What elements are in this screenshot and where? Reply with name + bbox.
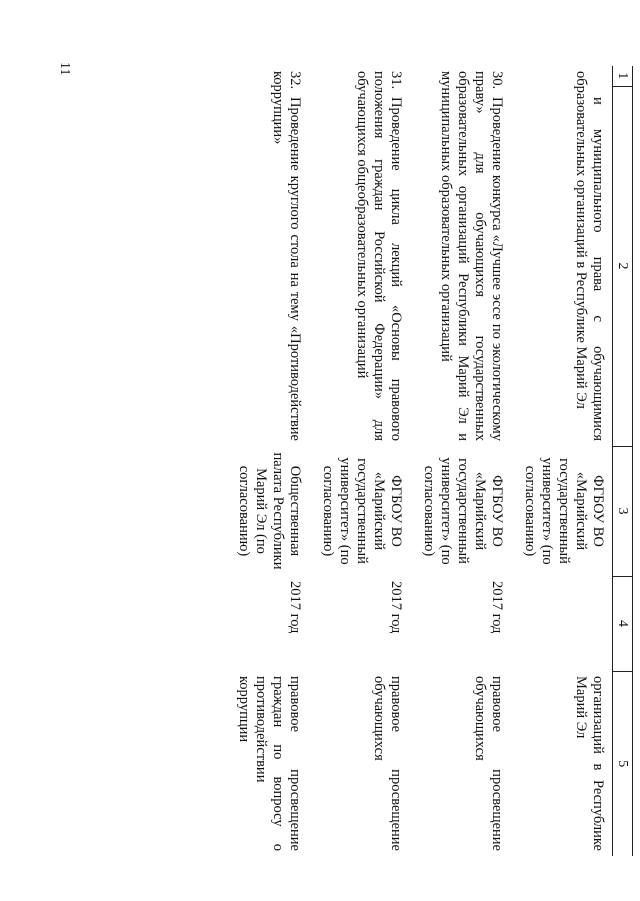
row-number: 30. (489, 71, 505, 90)
header-col-2: 2 (613, 86, 633, 446)
header-col-5: 5 (613, 671, 633, 856)
header-col-4: 4 (613, 576, 633, 671)
event-text: Проведение конкурса «Лучшее эссе по экологическому праву» для обучающихся государственных образовательных организаций Республики Марий Эл и муниципальных образовательных организаций (438, 71, 505, 441)
table-row (511, 66, 613, 856)
event-text: Проведение цикла лекций «Основы правового положения граждан Российской Федерации» для обучающихся общеобразовательных организаций (354, 71, 404, 441)
result-cell: правовое просвещение граждан по вопросу о противодействии коррупции (236, 676, 303, 851)
header-row (613, 66, 633, 856)
header-col-3: 3 (613, 446, 633, 576)
period-cell (511, 576, 613, 671)
event-cell (410, 66, 511, 446)
event-cell (225, 66, 309, 446)
event-cell (309, 66, 410, 446)
header-col-1: 1 (613, 66, 633, 86)
event-text: и муниципального права с обучающимися образовательных организаций в Республике Марий Эл (573, 71, 606, 441)
result-cell: правовое просвещение обучающихся (472, 676, 505, 851)
result-cell: организаций в Республике Марий Эл (573, 676, 606, 851)
table-row (225, 66, 309, 856)
executor-cell: Общественная палата Республики Марий Эл (по согласованию) (236, 452, 303, 570)
table-row (410, 66, 511, 856)
table-row (309, 66, 410, 856)
executor-cell: ФГБОУ ВО «Марийский государственный университет» (по согласованию) (522, 457, 606, 565)
row-number: 31. (388, 71, 404, 90)
period-cell: 2017 год (489, 581, 505, 634)
event-cell (511, 66, 613, 446)
period-cell: 2017 год (388, 581, 404, 634)
result-cell: правовое просвещение обучающихся (371, 676, 404, 851)
event-text: Проведение круглого стола на тему «Противодействие коррупции» (270, 71, 303, 441)
executor-cell: ФГБОУ ВО «Марийский государственный университет» (по согласованию) (421, 457, 505, 565)
row-number: 32. (287, 71, 303, 90)
period-cell: 2017 год (287, 581, 303, 634)
executor-cell: ФГБОУ ВО «Марийский государственный университет» (по согласованию) (320, 457, 404, 565)
rotated-table-container (113, 66, 633, 856)
plan-table (225, 66, 633, 856)
page-number: 11 (57, 62, 72, 76)
